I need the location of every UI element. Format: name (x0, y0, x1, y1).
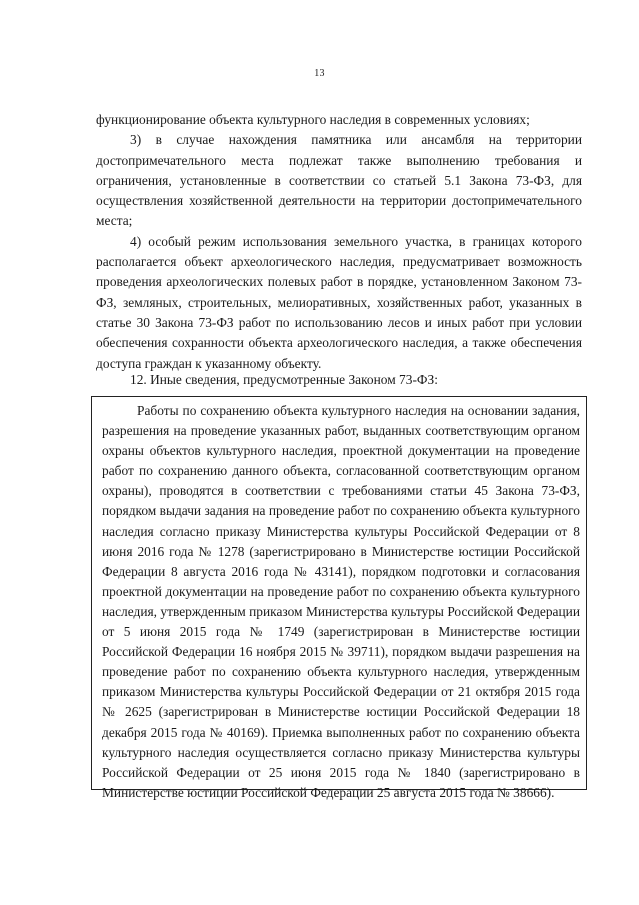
bordered-text-box (91, 396, 587, 800)
paragraph-item-4: 4) особый режим использования земельного участка, в границах которого располагается объект археологического наследия, предусматривает возможность проведения археологических полевых работ в порядке, установленном Законом 73-ФЗ, земляных, строительных, мелиоративных, хозяйственных работ, указанных в статье 30 Закона 73-ФЗ работ по использованию лесов и иных работ при условии обеспечения сохранности объекта археологического наследия, а также обеспечения доступа граждан к указанному объекту. (96, 233, 582, 371)
main-text (96, 110, 582, 374)
box-paragraph: Работы по сохранению объекта культурного наследия на основании задания, разрешения на проведение указанных работ, выданных соответствующим органом охраны объектов культурного наследия, проектной документации на проведение работ по сохранению данного объекта, согласованной соответствующим органом охраны), проводятся в соответствии с требованиями статьи 45 Закона 73-ФЗ, порядком выдачи задания на проведение работ по сохранению объекта культурного наследия согласно приказу Министерства культуры Российской Федерации от 8 июня 2016 года № 1278 (зарегистрировано в Министерстве юстиции Российской Федерации 8 августа 2016 года № 43141), порядком подготовки и согласования проектной документации на проведение работ по сохранению объекта культурного наследия, утвержденным приказом Министерства культуры Российской Федерации от 5 июня 2015 года № 1749 (зарегистрирован в Министерстве юстиции Российской Федерации 16 ноября 2015 № 39711), порядком выдачи разрешения на проведение работ по сохранению объекта культурного наследия, утвержденным приказом Министерства культуры Российской Федерации от 21 октября 2015 года № 2625 (зарегистрирован в Министерстве юстиции Российской Федерации 18 декабря 2015 года № 40169). Приемка выполненных работ по сохранению объекта культурного наследия осуществляется согласно приказу Министерства культуры Российской Федерации от 25 июня 2015 года № 1840 (зарегистрировано в Министерстве юстиции Российской Федерации 25 августа 2015 года № 38666). (102, 403, 580, 800)
paragraph-continuation: функционирование объекта культурного наследия в современных условиях; (96, 112, 530, 127)
section-heading: 12. Иные сведения, предусмотренные Законом 73-ФЗ: (130, 372, 438, 387)
page-number: 13 (314, 68, 325, 79)
paragraph-item-3: 3) в случае нахождения памятника или ансамбля на территории достопримечательного места подлежат также выполнению требования и ограничения, установленные в соответствии со статьей 5.1 Закона 73-ФЗ, для осуществления хозяйственной деятельности на территории достопримечательного места; (96, 132, 582, 229)
